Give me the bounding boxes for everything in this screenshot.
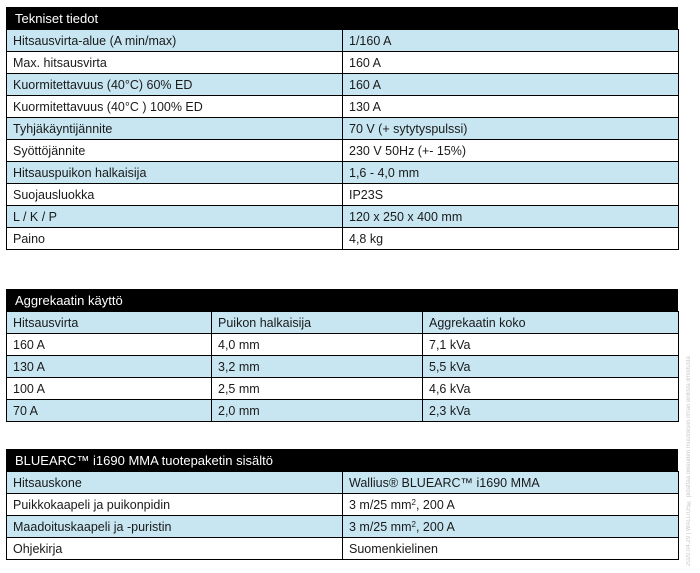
package-title: BLUEARC™ i1690 MMA tuotepaketin sisältö bbox=[6, 449, 678, 471]
spec-label: Syöttöjännite bbox=[7, 140, 343, 162]
aggregate-section bbox=[6, 289, 678, 422]
spec-value: 120 x 250 x 400 mm bbox=[343, 206, 679, 228]
package-item-value bbox=[343, 494, 679, 516]
table-row bbox=[7, 184, 679, 206]
column-header: Aggrekaatin koko bbox=[423, 312, 679, 334]
spec-label: Hitsausvirta-alue (A min/max) bbox=[7, 30, 343, 52]
aggregate-title: Aggrekaatin käyttö bbox=[6, 289, 678, 311]
table-cell: 3,2 mm bbox=[212, 356, 423, 378]
spec-value: 1,6 - 4,0 mm bbox=[343, 162, 679, 184]
table-cell: 130 A bbox=[7, 356, 212, 378]
table-row bbox=[7, 30, 679, 52]
table-row bbox=[7, 118, 679, 140]
table-row bbox=[7, 52, 679, 74]
spec-value: IP23S bbox=[343, 184, 679, 206]
table-cell: 70 A bbox=[7, 400, 212, 422]
package-item-value bbox=[343, 516, 679, 538]
table-cell: 4,0 mm bbox=[212, 334, 423, 356]
package-item-label: Maadoituskaapeli ja -puristin bbox=[7, 516, 343, 538]
table-row bbox=[7, 400, 679, 422]
tech-specs-section bbox=[6, 7, 678, 250]
package-item-value: Wallius® BLUEARC™ i1690 MMA bbox=[343, 472, 679, 494]
table-cell: 2,0 mm bbox=[212, 400, 423, 422]
spec-value: 160 A bbox=[343, 74, 679, 96]
package-item-label: Puikkokaapeli ja puikonpidin bbox=[7, 494, 343, 516]
value-rest: , 200 A bbox=[415, 519, 455, 534]
table-cell: 5,5 kVa bbox=[423, 356, 679, 378]
spec-label: Hitsauspuikon halkaisija bbox=[7, 162, 343, 184]
table-row bbox=[7, 356, 679, 378]
table-row bbox=[7, 228, 679, 250]
value-superscript: 2 bbox=[411, 519, 416, 529]
spec-label: Tyhjäkäyntijännite bbox=[7, 118, 343, 140]
spec-value: 230 V 50Hz (+- 15%) bbox=[343, 140, 679, 162]
spec-label: Max. hitsausvirta bbox=[7, 52, 343, 74]
table-cell: 100 A bbox=[7, 378, 212, 400]
spec-value: 70 V (+ sytytyspulssi) bbox=[343, 118, 679, 140]
table-row bbox=[7, 516, 679, 538]
table-row bbox=[7, 162, 679, 184]
spec-value: 130 A bbox=[343, 96, 679, 118]
table-cell: 7,1 kVa bbox=[423, 334, 679, 356]
spec-label: Kuormitettavuus (40°C ) 100% ED bbox=[7, 96, 343, 118]
package-item-value: Suomenkielinen bbox=[343, 538, 679, 560]
tech-specs-table bbox=[6, 29, 679, 250]
table-cell: 2,5 mm bbox=[212, 378, 423, 400]
package-table bbox=[6, 471, 679, 560]
table-row bbox=[7, 538, 679, 560]
spec-value: 160 A bbox=[343, 52, 679, 74]
table-cell: 4,6 kVa bbox=[423, 378, 679, 400]
package-item-label: Ohjekirja bbox=[7, 538, 343, 560]
spec-value: 4,8 kg bbox=[343, 228, 679, 250]
value-rest: , 200 A bbox=[415, 497, 455, 512]
value-main: 3 m/25 mm bbox=[349, 497, 412, 512]
value-main: 3 m/25 mm bbox=[349, 519, 412, 534]
column-header: Hitsausvirta bbox=[7, 312, 212, 334]
table-row bbox=[7, 206, 679, 228]
value-superscript: 2 bbox=[411, 497, 416, 507]
table-row bbox=[7, 334, 679, 356]
table-row bbox=[7, 140, 679, 162]
aggregate-table bbox=[6, 311, 679, 422]
spec-label: L / K / P bbox=[7, 206, 343, 228]
table-cell: 160 A bbox=[7, 334, 212, 356]
tech-specs-title: Tekniset tiedot bbox=[6, 7, 678, 29]
column-header: Puikon halkaisija bbox=[212, 312, 423, 334]
package-section bbox=[6, 449, 678, 560]
side-disclaimer-text: 2020.04.29 | WALLIUS® pidättää oikeuden muutoksiin ilman erillistä ilmoitusta bbox=[686, 356, 692, 566]
table-cell: 2,3 kVa bbox=[423, 400, 679, 422]
table-row bbox=[7, 312, 679, 334]
spec-label: Suojausluokka bbox=[7, 184, 343, 206]
table-row bbox=[7, 494, 679, 516]
table-row bbox=[7, 378, 679, 400]
spec-value: 1/160 A bbox=[343, 30, 679, 52]
spec-label: Paino bbox=[7, 228, 343, 250]
spec-label: Kuormitettavuus (40°C) 60% ED bbox=[7, 74, 343, 96]
table-row bbox=[7, 74, 679, 96]
table-row bbox=[7, 96, 679, 118]
package-item-label: Hitsauskone bbox=[7, 472, 343, 494]
table-row bbox=[7, 472, 679, 494]
